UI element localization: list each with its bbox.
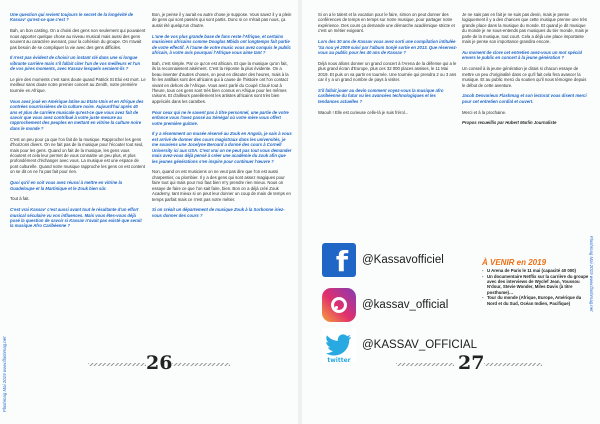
event-item: - Tour du monde (Afrique, Europe, Amérique du Nord et du Sud, Océan Indien, Pacifique) — [487, 295, 592, 306]
twitter-handle: @KASSAV_OFFICIAL — [362, 339, 477, 351]
interview-question: S'il fallait jouer au devin comment voyez-vous la musique afro caribéenne du futur vu les avancées technologiques et les tendances actuelles ? — [318, 87, 444, 104]
interview-question: Lors des 30 ans de Kassav vous avez sorti une compilation intitulée 'Sa nou yé 2009 suivi par l'album Sonjé sortie en 2013. Que réservez-vous au public pour les 40 ans de Kassav ? — [318, 39, 458, 56]
event-item: - U Arena de Paris le 11 mai (capacité 40 000) — [487, 268, 592, 273]
events-list — [482, 268, 592, 306]
interview-paragraph: C'est un peu pour ça que l'on fait de la musique. Rapprocher les gens d'horizons divers. On ne fait pas de la musique pour l'écouter tout seul, mais pour les gens. Quand on fait de la musique, les gens vous écoutent et cela leur permet de vous connaitre un peu plus, et plus profondément d'échanger avec vous. La musique est une espace de pont culturelle. Quand notre musique rapproche les gens on est content on se dit on ne l'a pas fait pour rien. — [10, 136, 145, 175]
decorative-wave — [172, 363, 230, 366]
interview-paragraph: Je ne sais pas en fait je ne suis pas devin, mais je pense logiquement il y a des chances que cette musique prenne une très grande place dans la musique du monde. Et quand je dit musique du monde je ne sous-entends pas musiques du tier monde, mais je parle de la musique, tout court. Cela a déjà une place importante mais je pense son importance grandira encore. — [462, 12, 589, 45]
decorative-wave — [396, 363, 454, 366]
interview-paragraph: Bah, c'est simple. Par ce qu'on est africain. Et que la musique qu'on fait, ils la reconnaissent aisément. C'est la réponse la plus évidente. On a beau inventer d'autres choses, on peut en discuter des heures, mais à la fin les antillais sont des africains qui à cause de l'histoire ont l'on contact vivant en dehors de l'Afrique. Vous avez parlé du Coupé Cloué tout à l'heure, tous ces gens sont très bien connus en Afrique pour les mêmes raisons. Et d'ailleurs pareillement les artistes africains sont très bien appréciés dans les caraïbes. — [152, 60, 289, 104]
twitter-icon — [322, 328, 356, 362]
article-column-4 — [462, 12, 590, 131]
interview-question: Une question qui revient toujours le secret de la longévité de Kassav' qu'est-ce que c'est ? — [10, 12, 134, 23]
interview-paragraph: Bah, un bon casting. On a choisi des gens non seulement qui pouvaient nous apporter quelque chose au niveau musical mais aussi des gens souvent au caractère avenant, pour la cohésion du groupe. On n'avait pas besoin de se compliquer la vie avec des gens difficiles. — [10, 28, 146, 50]
page-number-left: 26 — [146, 352, 173, 374]
interview-question: Propos recueillis par Hubert Marlin Journaliste — [462, 120, 557, 126]
article-column-2 — [152, 12, 292, 224]
interview-paragraph: Waouh ! Elle est curieuse celle-là je suis frérol... — [318, 109, 409, 115]
interview-question: Si on créait un département de musique Zouk à la Sorbonne iriez-vous donner des cours ? — [152, 207, 285, 218]
decorative-wave — [88, 363, 146, 366]
article-column-3 — [318, 12, 458, 120]
event-item: - Un documentaire Netflix sur la carrière du groupe avec des interviews de Wyclef Jean, Youssou N'dour, Stevie Wonder, Miles Davis (à titre posthume)… — [487, 274, 592, 295]
events-title: À VENIR en 2019 — [482, 258, 547, 267]
interview-question: Il y a récemment un musée réservé au Zouk en Angola, je sais à vous est arrivé de donner des cours magistraux dans les universités, je me souviens une Jocelyne Beroard a donné des cours à Cornell University ici aux USA. C'est vrai on ne peut pas tout vous demander mais avez-vous déjà pensé à créer une académie du zouk afin que les jeunes générations s'en inspire pour continuer l'œuvre ? — [152, 131, 292, 164]
interview-paragraph: Bon, je pense il y aurait eu autre chose je suppose. Vous savez il y a plein de gens qui sont passés qui sont partis. Donc si ce n'était pas nous, ça aurait été quelqu'un d'autre. — [152, 12, 292, 28]
interview-question: L'une de vos plus grande base de fans reste l'Afrique, et certains musiciens africains comme Douglas Mbida ont longtemps fait partie de votre effectif. À l'aune de votre music vous avez conquis le public africain, à votre avis pourquoi l'Afrique vous aime tant ? — [152, 33, 291, 56]
interview-paragraph: Tout à fait. — [10, 196, 30, 202]
margin-credit-left: Flashmag Mai 2019 www.flashmag.net — [2, 336, 7, 412]
facebook-icon: f — [322, 243, 356, 277]
interview-question: Au moment de clore cet entretien avez-vous un mot spécial envers le public en concert à la jeune génération ? — [462, 50, 582, 61]
interview-paragraph: Déjà nous allons donner un grand concert à l'Arena de la défense qui a le plus grand écran d'Europe, plus ces 32 000 places assises, le 11 Mai 2019. Et puis on va partir en tournée. Une tournée qui prendra 2 ou 3 ans car il y a un grand nombre de pays à visiter. — [318, 60, 457, 83]
decorative-wave — [484, 363, 542, 366]
upcoming-events-box — [482, 258, 592, 307]
instagram-handle-block — [322, 288, 456, 322]
twitter-handle-block — [322, 328, 477, 364]
article-column-1 — [10, 12, 146, 234]
page-left — [0, 0, 298, 424]
instagram-icon — [322, 288, 356, 322]
facebook-handle-block — [322, 243, 456, 277]
interview-question: C'est vrai Kassav' c'est aussi avant tout le résultante d'un effort musical séculaire vu vos influences. Mais vous êtes-vous déjà posé la question de savoir si Kassav n'avait pas existé que serait la musique Afro Caribéenne ? — [10, 207, 142, 229]
interview-paragraph: Si on a le talent et la vocation pour le faire, simon on peut donner des conférences de temps en temps sur notre musique, pour partager notre expérience. Des cours ça demande une démarche académique stricte et c'est un métier exigeant. — [318, 12, 455, 34]
interview-paragraph: Un conseil à la jeune génération je dirais si chacun essaye de mettre un peu d'originalité dans ce qu'il fait cela fera avancer la musique. Et au public merci du soutien qu'il nous témoigne depuis le début de cette aventure. — [462, 66, 587, 88]
instagram-handle: @kassav_official — [362, 299, 449, 311]
margin-credit-right: Flashmag Mai 2019 www.flashmag.net — [589, 236, 594, 312]
interview-paragraph: Le pire des moments c'est sans doute quand Patrick St Eloi est mort. Le meilleur sans doute notre premier concert au Zenith, notre première tournée en Afrique. — [10, 76, 146, 93]
page-number-right: 27 — [458, 352, 485, 374]
interview-paragraph: Merci et à la prochaine. — [462, 109, 507, 115]
interview-paragraph: Non, quand on est musiciens on ne veut pas dire que l'on est aussi charpentier, ou plombier. Il y a des gens qui sont assez magiques pour faire tout qui mais pour moi faut bien m'y prendre rien mieux. Nous on essaye de faire ce que l'on sait faire, bien. Bon on a déjà créé Zouk Academy, tant mieux si on peut leur donner un coup de main de temps en temps parfait mais ce n'est pas notre métier. — [152, 169, 291, 202]
interview-question: Pour ceux qui ne le savent pas à titre personnel, une partie de votre enfance vous l'avez passé au Sénégal où votre mère vous offert votre première guitare. — [152, 109, 289, 126]
interview-question: Vous avez joué en Amérique latine au Etats-Unis et en Afrique des contrées nourrissières de la culture noire. Aujourd'hui après 40 ans et plus de carrière musicale qu'est-ce que vous avez fait de savoir que vous avez contribué à votre juste mesure au rapprochement des peuples en mettant en vitrine la culture noire dans le monde ? — [10, 98, 144, 131]
facebook-handle: @Kassavofficiel — [362, 254, 444, 266]
interview-question: Quoi qu'il en soit vous avez réussi à mettre en vitrine la Guadeloupe et la Martinique et le Zouk bien sûr. — [10, 180, 123, 191]
interview-question: Il n'est pas évident de choisir un instant clé dans une si longue vibrante carrière mais s'il fallait citer l'un de vos meilleurs et l'un de vos pires moments, avec Kassav lesquels seraient-ils ? — [10, 55, 141, 72]
twitter-wordmark: twitter — [327, 357, 351, 364]
interview-question: Jacob Desvarieux Flashmag et son lectorat vous disent merci pour cet entretien cordial et ouvert. — [462, 93, 587, 104]
